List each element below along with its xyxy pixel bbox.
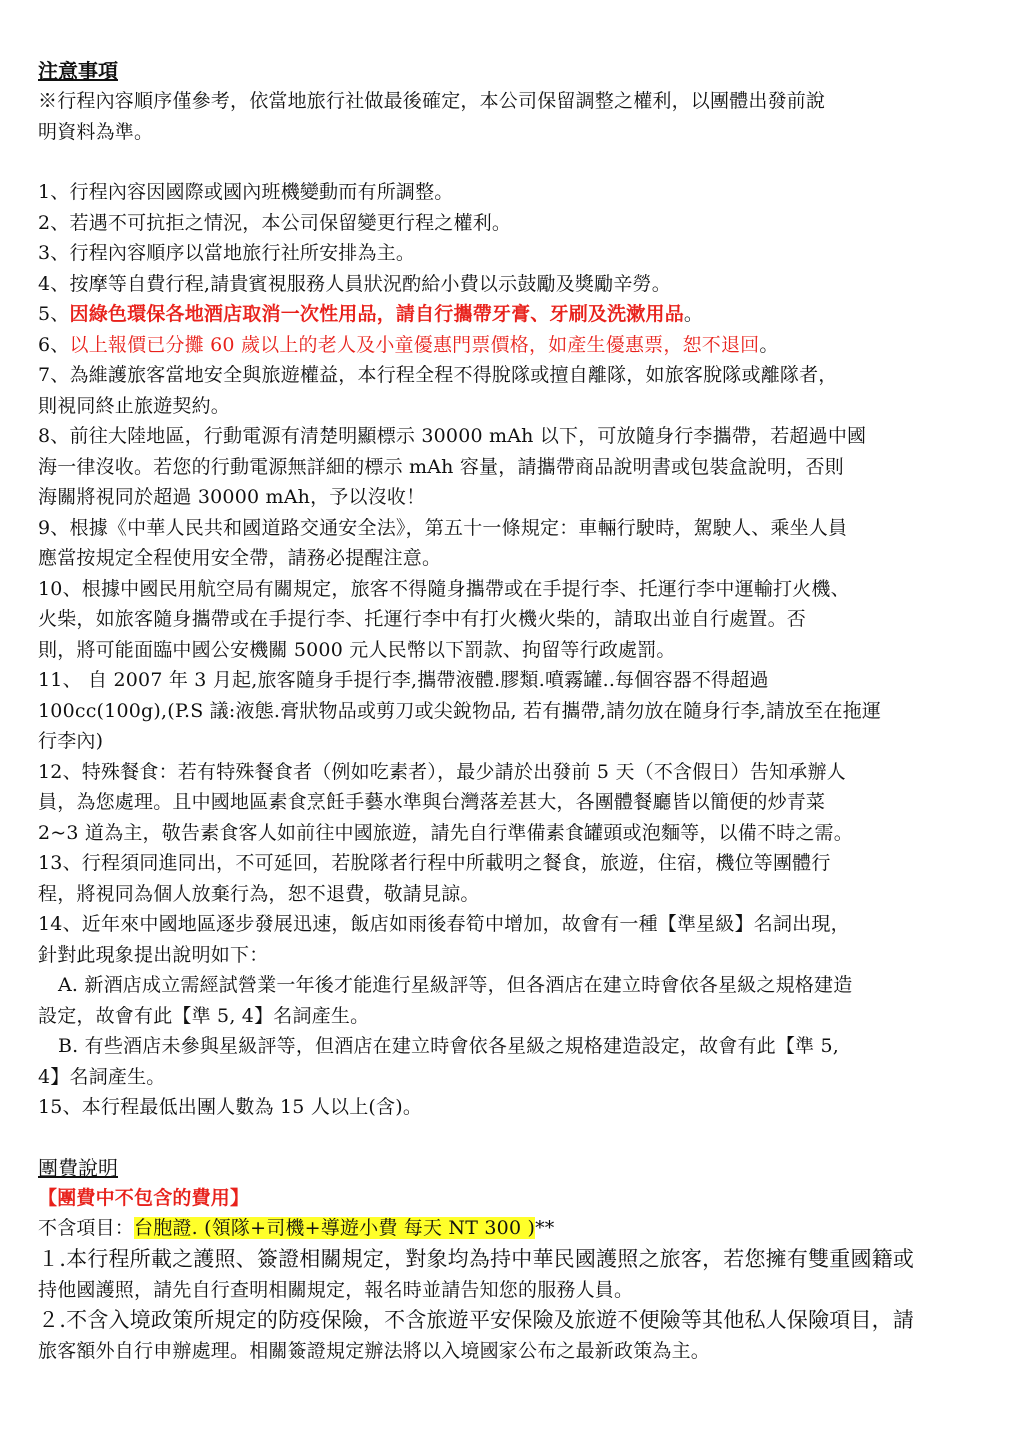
note-item-14-a: 設定，故會有此【準 5, 4】名詞產生。 [38, 1004, 370, 1027]
note-item-6-warning: 以上報價已分攤 60 歲以上的老人及小童優惠門票價格，如產生優惠票，恕不退回 [69, 333, 760, 356]
note-item-3: 3、行程內容順序以當地旅行社所安排為主。 [38, 242, 416, 264]
excluded-fees-heading: 【團費中不包含的費用】 [38, 1186, 250, 1209]
note-item-12: 12、特殊餐食：若有特殊餐食者（例如吃素者），最少請於出發前 5 天（不含假日）告知承辦人 [38, 760, 846, 783]
note-item-12: 員，為您處理。且中國地區素食烹飪手藝水準與台灣落差甚大，各團體餐廳皆以簡便的炒青菜 [38, 791, 826, 813]
note-item-14: 14、近年來中國地區逐步發展迅速，飯店如雨後春筍中增加，故會有一種【準星級】名詞出現， [38, 913, 850, 935]
notes-title: 注意事項 [38, 59, 118, 83]
note-item-8: 海一律沒收。若您的行動電源無詳細的標示 mAh 容量，請攜帶商品說明書或包裝盒說明，否則 [38, 455, 844, 478]
fee-point-1: １.本行程所載之護照、簽證相關規定，對象均為持中華民國護照之旅客，若您擁有雙重國籍或 [38, 1246, 915, 1271]
fee-point-1: 持他國護照，請先自行查明相關規定，報名時並請告知您的服務人員。 [38, 1278, 634, 1301]
note-item-5-number: 5、 [38, 303, 70, 325]
note-item-11: 行李內) [38, 730, 104, 752]
intro-line: ※行程內容順序僅參考，依當地旅行社做最後確定，本公司保留調整之權利，以團體出發前說 [38, 90, 826, 112]
note-item-4: 4、按摩等自費行程,請貴賓視服務人員狀況酌給小費以示鼓勵及獎勵辛勞。 [38, 272, 671, 295]
note-item-7: 則視同終止旅遊契約。 [38, 394, 231, 417]
note-item-5-end: 。 [683, 303, 704, 325]
note-item-5-warning: 因綠色環保各地酒店取消一次性用品，請自行攜帶牙膏、牙刷及洗漱用品 [69, 303, 684, 325]
note-item-10: 則，將可能面臨中國公安機關 5000 元人民幣以下罰款、拘留等行政處罰。 [38, 638, 676, 661]
note-item-11: 11、 自 2007 年 3 月起,旅客隨身手提行李,攜帶液體.膠類.噴霧罐..每個容器不得超過 [38, 669, 769, 691]
note-item-10: 火柴，如旅客隨身攜帶或在手提行李、托運行李中有打火機火柴的，請取出並自行處置。否 [38, 608, 807, 630]
document-page [38, 56, 988, 1367]
note-item-13: 程，將視同為個人放棄行為，恕不退費，敬請見諒。 [38, 882, 480, 905]
note-item-13: 13、行程須同進同出，不可延回，若脫隊者行程中所載明之餐食，旅遊，住宿，機位等團體行 [38, 852, 831, 874]
note-item-14-b: 4】名詞產生。 [38, 1065, 166, 1088]
note-item-8: 海關將視同於超過 30000 mAh，予以沒收！ [38, 486, 426, 508]
note-item-5 [38, 299, 988, 330]
note-item-6-end: 。 [759, 333, 779, 356]
fee-point-2: 旅客額外自行申辦處理。相關簽證規定辦法將以入境國家公布之最新政策為主。 [38, 1340, 711, 1362]
note-item-6 [38, 330, 988, 361]
excluded-label: 不含項目： [38, 1217, 135, 1239]
fee-point-2: ２.不含入境政策所規定的防疫保險，不含旅遊平安保險及旅遊不便險等其他私人保險項目，請 [38, 1308, 915, 1332]
note-item-9: 應當按規定全程使用安全帶，請務必提醒注意。 [38, 547, 442, 569]
note-item-7: 7、為維護旅客當地安全與旅遊權益，本行程全程不得脫隊或擅自離隊，如旅客脫隊或離隊者， [38, 364, 838, 386]
note-item-9: 9、根據《中華人民共和國道路交通安全法》，第五十一條規定：車輛行駛時，駕駛人、乘坐人員 [38, 516, 848, 539]
note-item-12: 2~3 道為主，敬告素食客人如前往中國旅遊，請先自行準備素食罐頭或泡麵等，以備不時之需。 [38, 821, 853, 844]
note-item-14: 針對此現象提出說明如下： [38, 943, 269, 966]
excluded-fees-line [38, 1213, 988, 1244]
fees-title: 團費說明 [38, 1155, 118, 1180]
note-item-1: 1、行程內容因國際或國內班機變動而有所調整。 [38, 181, 454, 203]
note-item-11: 100cc(100g),(P.S 議:液態.膏狀物品或剪刀或尖銳物品, 若有攜帶,請勿放在隨身行李,請放至在拖運 [38, 699, 882, 722]
note-item-14-a: A. 新酒店成立需經試營業一年後才能進行星級評等，但各酒店在建立時會依各星級之規格建造 [58, 974, 853, 996]
note-item-8: 8、前往大陸地區，行動電源有清楚明顯標示 30000 mAh 以下，可放隨身行李攜帶，若超過中國 [38, 425, 867, 447]
note-item-6-number: 6、 [38, 333, 70, 356]
note-item-15: 15、本行程最低出團人數為 15 人以上(含)。 [38, 1096, 423, 1118]
note-item-14-b: B. 有些酒店未參與星級評等，但酒店在建立時會依各星級之規格建造設定，故會有此【準 5, [58, 1035, 840, 1057]
intro-line: 明資料為準。 [38, 120, 154, 143]
note-item-10: 10、根據中國民用航空局有關規定，旅客不得隨身攜帶或在手提行李、托運行李中運輸打火機、 [38, 577, 850, 600]
excluded-items-highlight: 台胞證. (領隊+司機+導遊小費 每天 NT 300 ) [134, 1217, 536, 1239]
note-item-2: 2、若遇不可抗拒之情況，本公司保留變更行程之權利。 [38, 211, 512, 234]
excluded-suffix: ** [535, 1217, 555, 1239]
